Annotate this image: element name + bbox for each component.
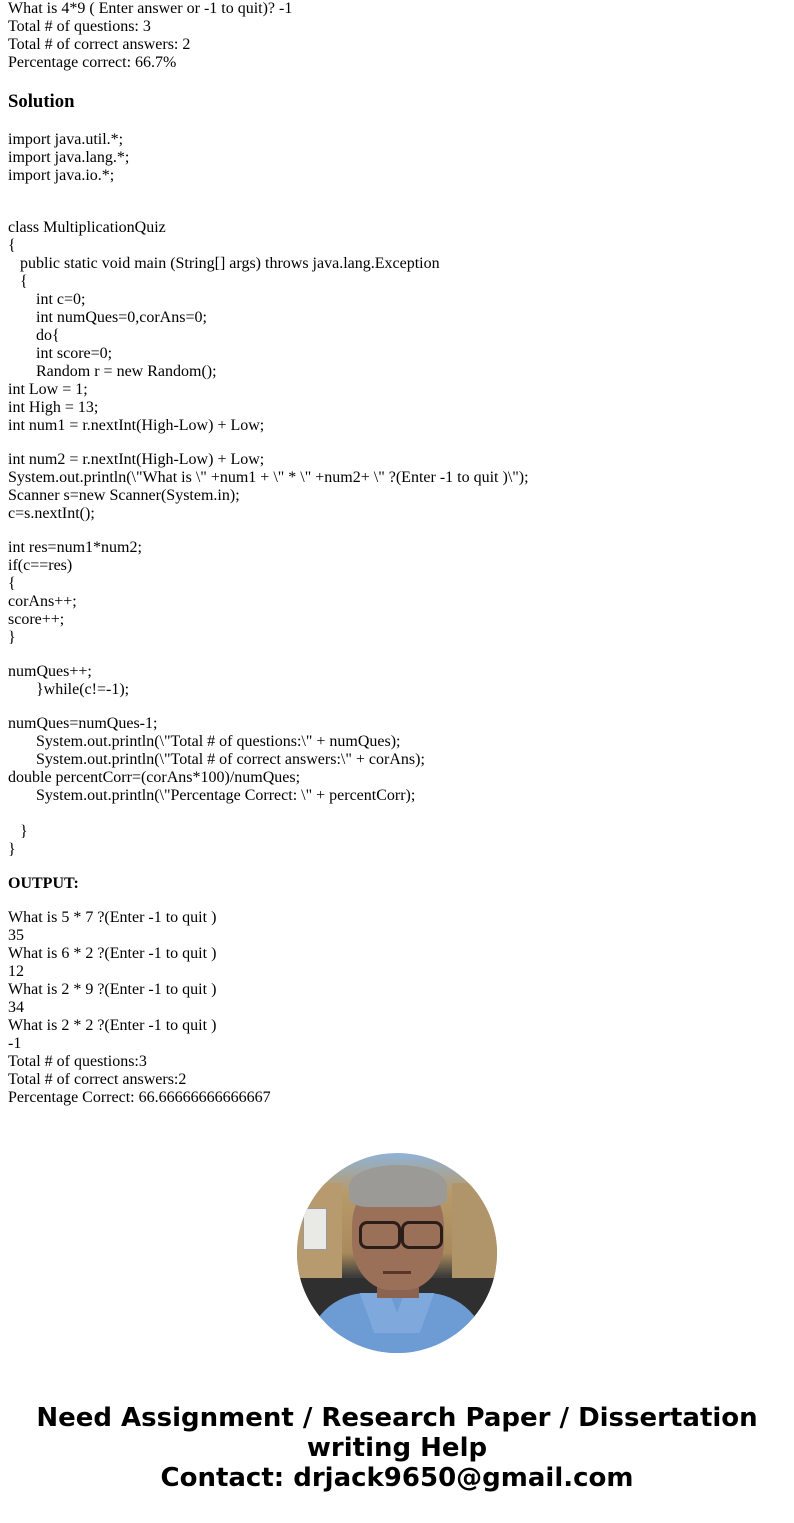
code-line: numQues=numQues-1; (8, 715, 158, 732)
solution-heading: Solution (8, 91, 75, 112)
code-line: class MultiplicationQuiz (8, 219, 166, 236)
output-line: Percentage Correct: 66.66666666666667 (8, 1089, 271, 1106)
code-line: int score=0; (8, 345, 113, 362)
glasses-icon (359, 1221, 401, 1249)
output-line: 35 (8, 927, 24, 944)
code-line: } (8, 841, 16, 858)
output-line: -1 (8, 1035, 22, 1052)
code-line: Random r = new Random(); (8, 363, 217, 380)
code-line: System.out.println(\"Total # of questions:\" + numQues); (8, 733, 401, 750)
promo-contact[interactable]: Contact: drjack9650@gmail.com (160, 1463, 634, 1493)
intro-line: Percentage correct: 66.7% (8, 54, 177, 71)
output-line: 12 (8, 963, 24, 980)
background-panel (452, 1183, 497, 1293)
code-line: c=s.nextInt(); (8, 505, 95, 522)
glasses-icon (401, 1221, 443, 1249)
author-avatar (297, 1153, 497, 1353)
output-heading: OUTPUT: (8, 875, 79, 892)
code-line: import java.util.*; (8, 131, 124, 148)
hair (349, 1165, 447, 1207)
mouth (383, 1271, 411, 1274)
code-line: double percentCorr=(corAns*100)/numQues; (8, 769, 301, 786)
output-line: Total # of questions:3 (8, 1053, 147, 1070)
code-line: score++; (8, 611, 65, 628)
output-line: What is 2 * 2 ?(Enter -1 to quit ) (8, 1017, 217, 1034)
code-line: { (8, 575, 16, 592)
code-line: int num1 = r.nextInt(High-Low) + Low; (8, 417, 265, 434)
promo-banner (0, 1403, 794, 1493)
promo-line-2: writing Help (306, 1433, 488, 1463)
code-line: System.out.println(\"Percentage Correct: \" + percentCorr); (8, 787, 416, 804)
code-line: int numQues=0,corAns=0; (8, 309, 207, 326)
code-line: do{ (8, 327, 60, 344)
output-line: What is 2 * 9 ?(Enter -1 to quit ) (8, 981, 217, 998)
code-line: System.out.println(\"Total # of correct answers:\" + corAns); (8, 751, 425, 768)
code-line: Scanner s=new Scanner(System.in); (8, 487, 240, 504)
intro-line: What is 4*9 ( Enter answer or -1 to quit)? -1 (8, 0, 293, 17)
output-line: What is 5 * 7 ?(Enter -1 to quit ) (8, 909, 217, 926)
code-line: } (8, 823, 28, 840)
promo-line-1: Need Assignment / Research Paper / Dissertation (36, 1403, 758, 1433)
code-line: }while(c!=-1); (8, 681, 130, 698)
wall-switch (303, 1208, 327, 1250)
code-line: int res=num1*num2; (8, 539, 142, 556)
intro-line: Total # of questions: 3 (8, 18, 151, 35)
code-line: int c=0; (8, 291, 86, 308)
code-line: import java.lang.*; (8, 149, 130, 166)
code-line: { (8, 273, 28, 290)
code-line: { (8, 237, 16, 254)
code-line: int Low = 1; (8, 381, 88, 398)
code-line: import java.io.*; (8, 167, 115, 184)
code-line: int num2 = r.nextInt(High-Low) + Low; (8, 451, 265, 468)
code-line: if(c==res) (8, 557, 73, 574)
code-line: public static void main (String[] args) throws java.lang.Exception (8, 255, 440, 272)
code-line: int High = 13; (8, 399, 99, 416)
intro-line: Total # of correct answers: 2 (8, 36, 191, 53)
code-line: corAns++; (8, 593, 77, 610)
code-line: numQues++; (8, 663, 92, 680)
output-line: 34 (8, 999, 24, 1016)
output-line: What is 6 * 2 ?(Enter -1 to quit ) (8, 945, 217, 962)
code-line: System.out.println(\"What is \" +num1 + \" * \" +num2+ \" ?(Enter -1 to quit )\"); (8, 469, 529, 486)
output-line: Total # of correct answers:2 (8, 1071, 187, 1088)
code-line: } (8, 629, 16, 646)
